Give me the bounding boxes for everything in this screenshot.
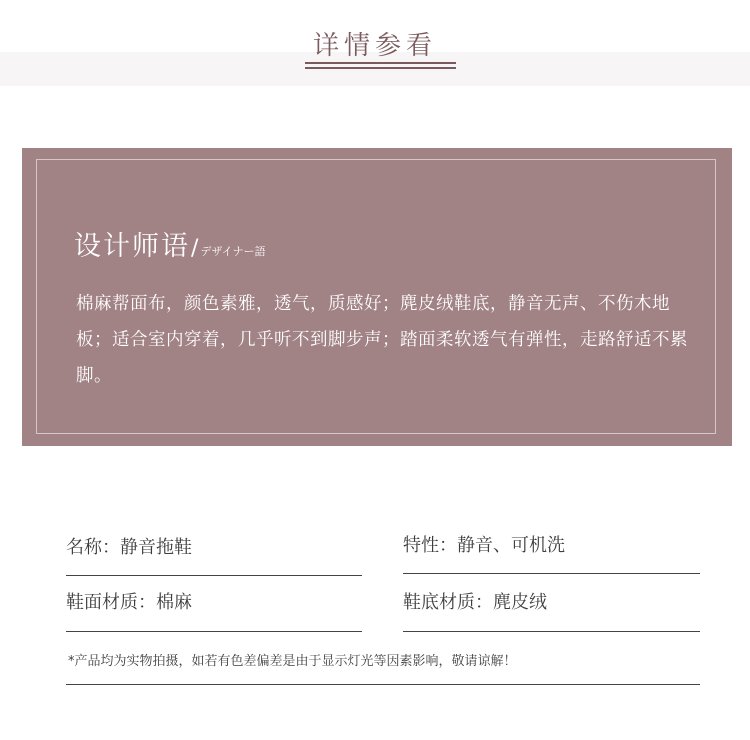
designer-panel [22,148,732,446]
title-underline [305,62,456,64]
spec-divider-left-1 [66,575,362,576]
designer-heading-title: 设计师语 [74,231,190,262]
spec-divider-right-2 [403,631,700,632]
designer-heading-separator: / [191,236,199,261]
spec-name: 名称：静音拖鞋 [66,537,192,558]
designer-heading-subtitle: デザイナー語 [200,245,266,258]
disclaimer-note: *产品均为实物拍摄，如若有色差偏差是由于显示灯光等因素影响，敬请谅解！ [68,654,517,669]
spec-feature: 特性：静音、可机洗 [403,535,565,556]
designer-heading [74,224,266,263]
title-underline-second [305,67,456,69]
spec-upper-material: 鞋面材质：棉麻 [66,592,192,613]
spec-divider-left-2 [66,631,362,632]
spec-divider-right-1 [403,573,700,574]
note-divider [66,684,700,685]
designer-description: 棉麻帮面布，颜色素雅，透气，质感好；麂皮绒鞋底，静音无声、不伤木地板；适合室内穿着，几乎听不到脚步声；踏面柔软透气有弹性，走路舒适不累脚。 [76,294,688,386]
section-title: 详情参看 [312,31,437,61]
spec-sole-material: 鞋底材质：麂皮绒 [403,592,547,613]
